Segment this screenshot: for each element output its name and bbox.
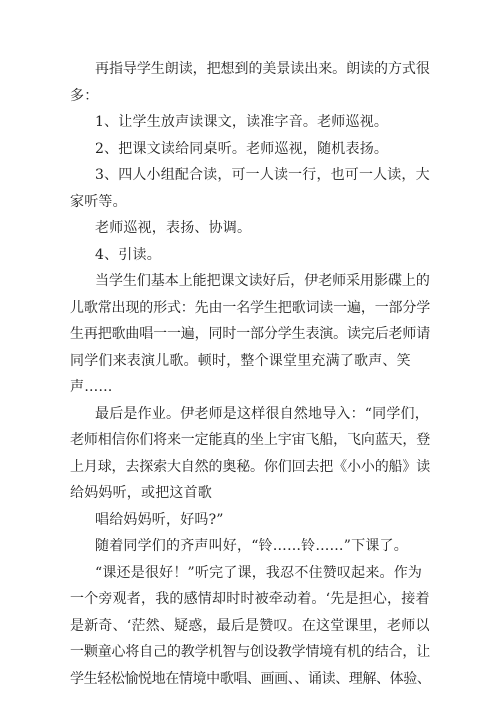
text-line: 家听等。 [70, 194, 127, 210]
text-line: 一个旁观者，我的感情却时时被牵动着。‘先是担心，接着 [70, 591, 430, 607]
text-line: 给妈妈听，或把这首歌 [70, 485, 212, 501]
text-line: “课还是很好！”听完了课，我忍不住赞叹起来。作为 [95, 565, 423, 581]
text-line: 1、让学生放声读课文，读准字音。老师巡视。 [95, 114, 389, 130]
text-line: 儿歌常出现的形式：先由一名学生把歌词读一遍，一部分学 [70, 300, 431, 316]
text-line: 上月球，去探索大自然的奥秘。你们回去把《小小的船》读 [70, 459, 431, 475]
text-line: 老师巡视，表扬、协调。 [95, 220, 252, 236]
text-line: 是新奇、‘茫然、疑惑，最后是赞叹。在这堂课里，老师以 [70, 618, 430, 634]
text-line: 4、引读。 [95, 247, 161, 263]
text-line: 声…… [70, 379, 113, 395]
text-line: 老师相信你们将来一定能真的坐上宇宙飞船，飞向蓝天，登 [70, 432, 431, 448]
text-line: 随着同学们的齐声叫好，“铃……铃……”下课了。 [95, 538, 408, 554]
text-line: 唱给妈妈听，好吗?” [95, 512, 224, 528]
text-line: 多： [70, 88, 99, 104]
text-line: 3、四人小组配合读，可一人读一行，也可一人读，大 [95, 167, 430, 183]
text-line: 再指导学生朗读，把想到的美景读出来。朗读的方式很 [95, 61, 430, 77]
text-line: 生再把歌曲唱一一遍，同时一部分学生表演。读完后老师请 [70, 326, 431, 342]
text-line: 当学生们基本上能把课文读好后，伊老师采用影碟上的 [95, 273, 430, 289]
text-line: 同学们来表演儿歌。顿时，整个课堂里充满了歌声、笑 [70, 353, 411, 369]
text-line: 2、把课文读给同桌听。老师巡视，随机表扬。 [95, 141, 389, 157]
text-line: 学生轻松愉悦地在情境中歌唱、画画、、诵读、理解、体验、 [70, 671, 431, 687]
text-line: 最后是作业。伊老师是这样很自然地导入：“同学们， [95, 406, 429, 422]
text-line: 一颗童心将自己的教学机智与创设教学情境有机的结合，让 [70, 644, 431, 660]
